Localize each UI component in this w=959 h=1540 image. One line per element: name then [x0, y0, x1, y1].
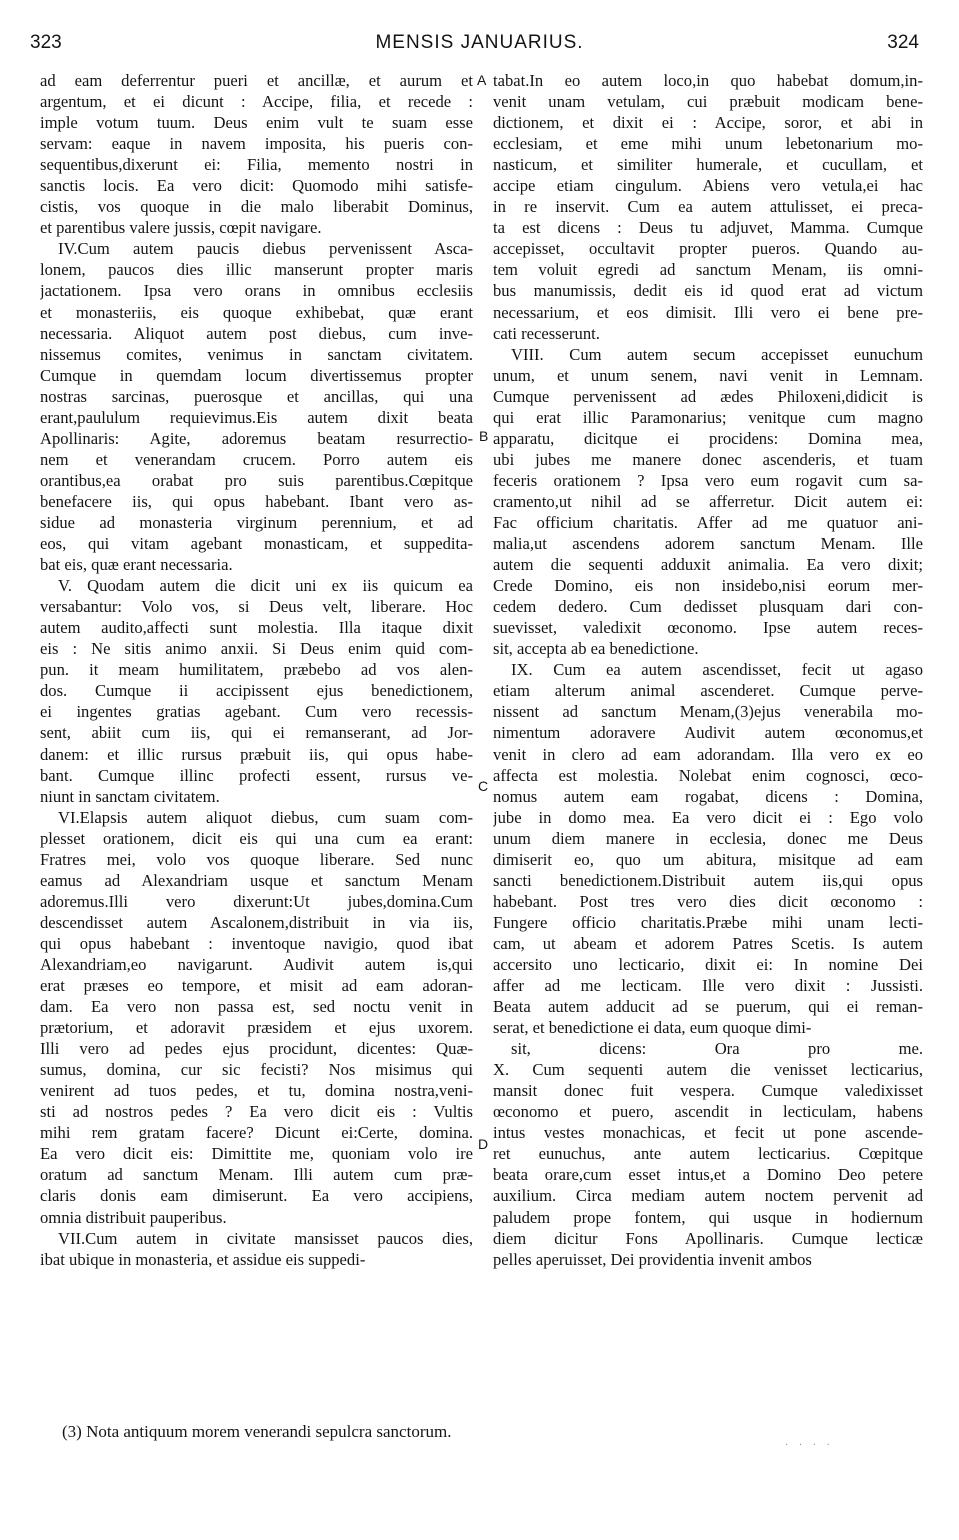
text-line: IV.Cum autem paucis diebus pervenissent Asca- [58, 239, 473, 259]
running-header [0, 32, 959, 58]
text-line: servam: eaque in navem imposita, his pueris con- [40, 134, 473, 154]
text-line: necessaria. Aliquot autem post diebus, cum inve- [40, 323, 473, 343]
text-line: ta est dicens : Deus tu adjuvet, Mamma. Cumque [493, 218, 923, 238]
text-line: accersito uno lecticario, dixit ei: In nomine Dei [493, 954, 923, 974]
text-line: ibat ubique in monasteria, et assidue eis suppedi- [40, 1249, 366, 1269]
text-line: benefacere iis, qui opus habebant. Ibant vero as- [40, 491, 473, 511]
text-line: dam. Ea vero non passa est, sed noctu venit in [40, 997, 473, 1017]
text-line: orantibus,ea orabat pro suis parentibus.Cœpitque [40, 470, 473, 490]
text-line: nostras sarcinas, puerosque et ancillas, qui una [40, 386, 473, 406]
text-line: claris donis eam dimiserunt. Ea vero accipiens, [40, 1186, 473, 1206]
text-line: ret eunuchus, ante autem lecticarius. Cœpitque [493, 1144, 923, 1164]
text-line: eis : Ne sitis animo anxii. Si Deus enim quid com- [40, 639, 473, 659]
text-line: erant,paululum requievimus.Eis autem dixit beata [40, 407, 473, 427]
text-line: bant. Cumque illinc profecti essent, rursus ve- [40, 765, 473, 785]
text-line: nimentum adoravere Audivit autem œconomus,et [493, 723, 923, 743]
margin-marker-a: A [477, 72, 487, 88]
text-line: tem voluit egredi ad sanctum Menam, iis omni- [493, 260, 923, 280]
text-line: autem die sequenti adduxit animalia. Ea vero dixit; [493, 555, 923, 575]
text-line: accepisset, occultavit propter pueros. Quando au- [493, 239, 923, 259]
text-line: pelles aperuisset, Dei providentia invenit ambos [493, 1249, 812, 1269]
text-line: plesset orationem, dicit eis qui una cum ea erant: [40, 828, 473, 848]
text-line: cam, ut abeam et adorem Patres Scetis. Is autem [493, 933, 923, 953]
text-line: ecclesiam, et eme mihi unum lebetonarium mo- [493, 134, 923, 154]
text-line: cati recesserunt. [493, 323, 600, 343]
text-line: X. Cum sequenti autem die venisset lecticarius, [493, 1060, 923, 1080]
text-line: omnia distribuit pauperibus. [40, 1207, 227, 1227]
text-line: eos, qui vitam agebant monasticam, et suppedita- [40, 534, 473, 554]
text-line: imple votum tuum. Deus enim vult te suam esse [40, 113, 473, 133]
right-column [493, 70, 923, 1270]
text-line: venirent ad tuos pedes, et tu, domina nostra,veni- [40, 1081, 473, 1101]
text-line: niunt in sanctam civitatem. [40, 786, 220, 806]
text-line: venit unam vetulam, cui præbuit modicam bene- [493, 92, 923, 112]
text-line: bus manumissis, dedit eis id quod erat ad victum [493, 281, 923, 301]
text-line: VII.Cum autem in civitate mansisset paucos dies, [58, 1228, 473, 1248]
text-line: jube in domo mea. Ea vero dicit ei : Ego volo [493, 807, 923, 827]
text-line: adoremus.Illi vero dixerunt:Ut jubes,domina.Cum [40, 891, 473, 911]
text-line: ad eam deferrentur pueri et ancillæ, et aurum et [40, 71, 473, 90]
text-line: ei ingentes gratias agebant. Cum vero recessis- [40, 702, 473, 722]
text-line: apparatu, dicitque ei procidens: Domina mea, [493, 428, 923, 448]
margin-marker-d: D [478, 1136, 489, 1152]
text-line: mansit donec fuit vespera. Cumque valedixisset [493, 1081, 923, 1101]
text-line: Cumque in quemdam locum divertissemus propter [40, 365, 473, 385]
text-line: dictionem, et dixit ei : Accipe, soror, et abi in [493, 113, 923, 133]
text-line: nissent ad sanctum Menam,(3)ejus venerabila mo- [493, 702, 923, 722]
text-line: descendisset autem Ascalonem,distribuit in via iis, [40, 912, 473, 932]
text-line: pun. it meam humilitatem, præbebo ad vos alen- [40, 660, 473, 680]
text-line: etiam alterum animal ascenderet. Cumque perve- [493, 681, 923, 701]
text-line: cramento,ut nihil ad se afferretur. Dicit autem ei: [493, 491, 923, 511]
text-line: bat eis, quæ erant necessaria. [40, 555, 233, 575]
text-line: sequentibus,dixerunt ei: Filia, memento nostri in [40, 155, 473, 175]
margin-marker-c: C [478, 778, 489, 794]
text-line: mihi rem gratam facere? Dicunt ei:Certe, domina. [40, 1123, 473, 1143]
left-column [40, 70, 473, 1270]
text-line: VI.Elapsis autem aliquot diebus, cum suam com- [58, 807, 473, 827]
text-line: sidue ad monasteria virginum perennium, et ad [40, 512, 473, 532]
text-line: in re inservit. Cum ea autem attulisset, ei preca- [493, 197, 923, 217]
text-line: oratum ad sanctum Menam. Illi autem cum præ- [40, 1165, 473, 1185]
text-line: dos. Cumque ii accipissent ejus benedictionem, [40, 681, 473, 701]
text-line: sti ad nostros pedes ? Ea vero dicit eis : Vultis [40, 1102, 473, 1122]
text-line: necessarium, et eos dimisit. Illi vero ei bene pre- [493, 302, 923, 322]
text-line: autem audito,affecti sunt molestia. Illa itaque dixit [40, 618, 473, 638]
text-line: unum diem manere in ecclesia, donec me Deus [493, 828, 923, 848]
text-line: dimiserit eo, quo um abitura, misitque ad eam [493, 849, 923, 869]
text-line: nomus autem eam rogabat, dicens : Domina, [493, 786, 923, 806]
text-line: V. Quodam autem die dicit uni ex iis quicum ea [58, 576, 473, 596]
text-line: erat præses eo tempore, et misit ad eam adoran- [40, 976, 473, 996]
text-line: danem: et illic rursus præbuit iis, qui opus habe- [40, 744, 473, 764]
text-line: argentum, et ei dicunt : Accipe, filia, et recede : [40, 92, 473, 112]
text-line: nasticum, et similiter humerale, et cucullam, et [493, 155, 923, 175]
text-line: VIII. Cum autem secum accepisset eunuchum [511, 344, 923, 364]
text-line: et monasteriis, eis quoque exhibebat, quæ erant [40, 302, 473, 322]
text-line: qui opus habebant : inventoque navigio, quod ibat [40, 933, 473, 953]
text-line: Fratres mei, volo vos quoque liberare. Sed nunc [40, 849, 473, 869]
text-line: auxilium. Circa mediam autem noctem pervenit ad [493, 1186, 923, 1206]
text-line: paludem prope fontem, qui usque in hodiernum [493, 1207, 923, 1227]
text-line: Beata autem adducit ad se puerum, qui ei reman- [493, 997, 923, 1017]
text-line: affer ad me lecticam. Ille vero dixit : Jussisti. [493, 976, 923, 996]
text-line: malia,ut ascendens adorem sanctum Menam. Ille [493, 534, 923, 554]
text-line: Fungere officio charitatis.Præbe mihi unam lecti- [493, 912, 923, 932]
text-line: Apollinaris: Agite, adoremus beatam resurrectio- [40, 428, 473, 448]
text-line: Alexandriam,eo navigarunt. Audivit autem is,qui [40, 954, 473, 974]
text-line: sanctis locis. Ea vero dicit: Quomodo mihi satisfe- [40, 176, 473, 196]
text-line: versabantur: Volo vos, si Deus velt, liberare. Hoc [40, 597, 473, 617]
text-line: IX. Cum ea autem ascendisset, fecit ut agaso [511, 660, 923, 680]
scan-specks: · · · · [785, 1440, 834, 1451]
running-title: MENSIS JANUARIUS. [375, 32, 584, 53]
text-line: suevisset, valedixit œconomo. Ipse autem reces- [493, 618, 923, 638]
text-line: qui erat illic Paramonarius; venitque cum magno [493, 407, 923, 427]
footnote: (3) Nota antiquum morem venerandi sepulcra sanctorum. [62, 1422, 452, 1441]
text-line: venit in clero ad eam adorandam. Illa vero ex eo [493, 744, 923, 764]
text-line: tabat.In eo autem loco,in quo habebat domum,in- [493, 71, 923, 90]
text-line: eamus ad Alexandriam usque et sanctum Menam [40, 870, 473, 890]
text-line: Fac officium charitatis. Affer ad me quatuor ani- [493, 512, 923, 532]
text-line: prætorium, et adoravit præsidem et ejus uxorem. [40, 1018, 473, 1038]
text-line: sumus, domina, cur sic fecisti? Nos misimus qui [40, 1060, 473, 1080]
text-line: jactationem. Ipsa vero orans in omnibus ecclesiis [40, 281, 473, 301]
text-line: affecta est molestia. Nolebat enim cognosci, œco- [493, 765, 923, 785]
page-number-right: 324 [887, 32, 919, 53]
text-line: intus vestes monachicas, et fecit ut pone ascende- [493, 1123, 923, 1143]
text-line: cistis, vos quoque in die malo liberabit Dominus, [40, 197, 473, 217]
page-number-left: 323 [30, 32, 62, 53]
text-line: ubi jubes me manere donec ascenderis, et tuam [493, 449, 923, 469]
text-line: nem et venerandam crucem. Porro autem eis [40, 449, 473, 469]
text-line: feceris orationem ? Ipsa vero eum rogavit cum sa- [493, 470, 923, 490]
text-line: cedem dedero. Cum dedisset plusquam dari con- [493, 597, 923, 617]
text-line: et parentibus valere jussis, cœpit navigare. [40, 218, 322, 238]
text-line: sit, accepta ab ea benedictione. [493, 639, 699, 659]
text-line: Crede Domino, eis non insidebo,nisi eorum mer- [493, 576, 923, 596]
text-line: lonem, paucos dies illic manserunt propter maris [40, 260, 473, 280]
text-line: sit, dicens: Ora pro me. [511, 1039, 923, 1059]
text-line: Ea vero dicit eis: Dimittite me, quoniam volo ire [40, 1144, 473, 1164]
text-line: œconomo et puero, ascendit in lecticulam, habens [493, 1102, 923, 1122]
text-line: habebant. Post tres vero dies dicit œconomo : [493, 891, 923, 911]
text-line: sent, abiit cum iis, qui ei remanserant, ad Jor- [40, 723, 473, 743]
text-line: beata orare,cum esset intus,et a Domino Deo petere [493, 1165, 923, 1185]
text-line: nissemus comites, venimus in sanctam civitatem. [40, 344, 473, 364]
margin-marker-b: B [479, 428, 489, 444]
text-line: accipe etiam cingulum. Abiens vero vetula,ei hac [493, 176, 923, 196]
text-line: unum, et unum senem, navi venit in Lemnam. [493, 365, 923, 385]
text-line: diem dicitur Fons Apollinaris. Cumque lecticæ [493, 1228, 923, 1248]
text-line: Illi vero ad pedes ejus procidunt, dicentes: Quæ- [40, 1039, 473, 1059]
text-line: Cumque pervenissent ad ædes Philoxeni,didicit is [493, 386, 923, 406]
text-line: serat, et benedictione ei data, eum quoque dimi- [493, 1018, 812, 1038]
text-line: sancti benedictionem.Distribuit autem iis,qui opus [493, 870, 923, 890]
